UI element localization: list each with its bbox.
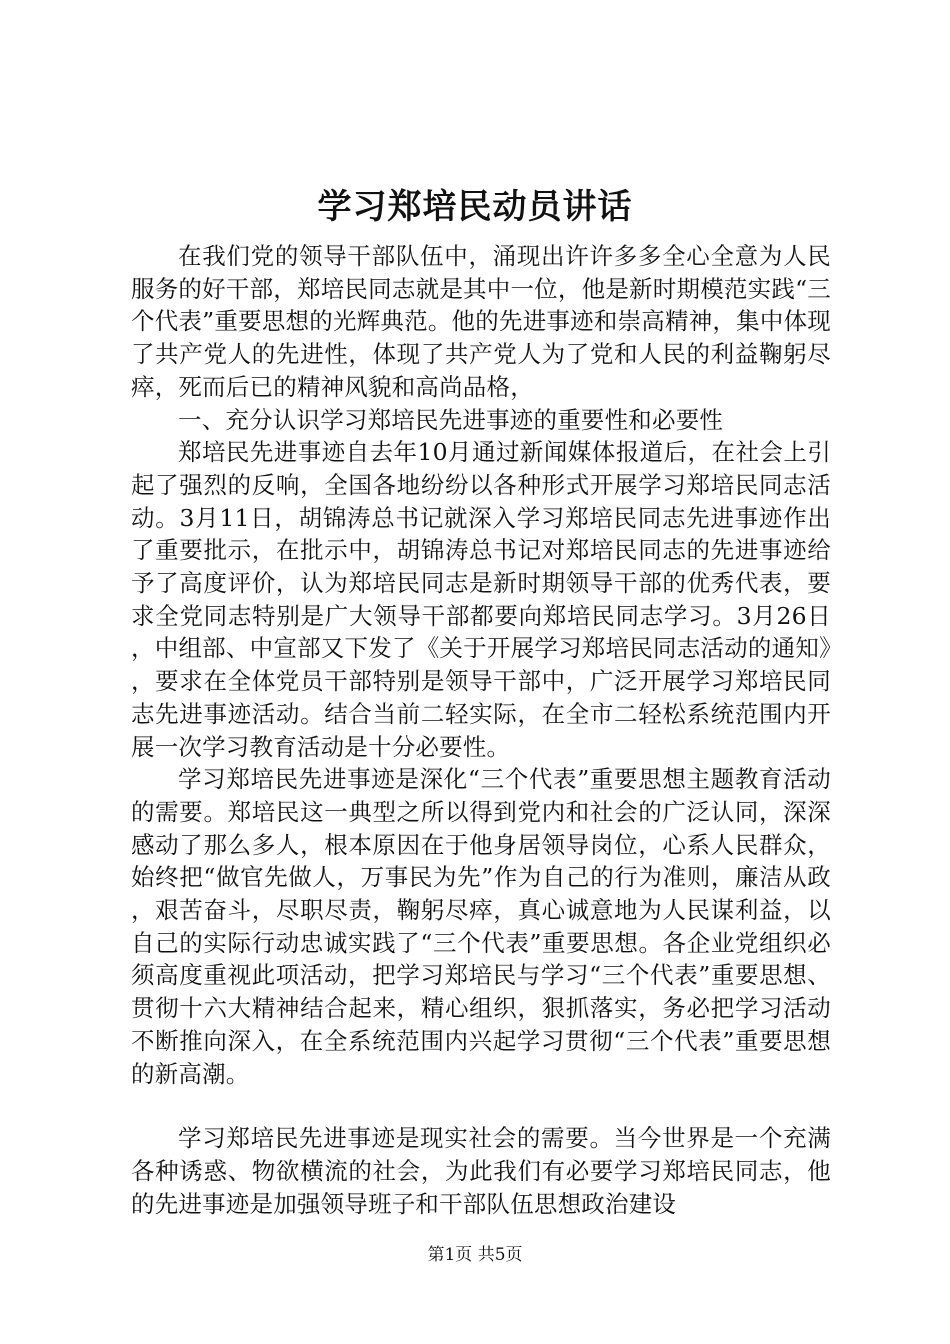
body-paragraph-background: 郑培民先进事迹自去年10月通过新闻媒体报道后，在社会上引起了强烈的反响，全国各地纷纷以各种形式开展学习郑培民同志活动。3月11日，胡锦涛总书记就深入学习郑培民同志先进事迹作出了重要批示，在批示中，胡锦涛总书记对郑培民同志的先进事迹给予了高度评价，认为郑培民同志是新时期领导干部的优秀代表，要求全党同志特别是广大领导干部都要向郑培民同志学习。3月26日，中组部、中宣部又下发了《关于开展学习郑培民同志活动的通知》，要求在全体党员干部特别是领导干部中，广泛开展学习郑培民同志先进事迹活动。结合当前二轻实际，在全市二轻松系统范围内开展一次学习教育活动是十分必要性。	[131, 438, 831, 761]
section-heading-1: 一、充分认识学习郑培民先进事迹的重要性和必要性	[178, 405, 724, 434]
document-title: 学习郑培民动员讲话	[317, 187, 633, 227]
body-paragraph-education-need: 学习郑培民先进事迹是深化“三个代表”重要思想主题教育活动的需要。郑培民这一典型之所以得到党内和社会的广泛认同，深深感动了那么多人，根本原因在于他身居领导岗位，心系人民群众，始终把“做官先做人，万事民为先”作为自己的行为准则，廉洁从政，艰苦奋斗，尽职尽责，鞠躬尽瘁，真心诚意地为人民谋利益，以自己的实际行动忠诚实践了“三个代表”重要思想。各企业党组织必须高度重视此项活动，把学习郑培民与学习“三个代表”重要思想、贯彻十六大精神结合起来，精心组织，狠抓落实，务必把学习活动不断推向深入，在全系统范围内兴起学习贯彻“三个代表”重要思想的新高潮。	[131, 765, 831, 1088]
body-paragraph-society-need: 学习郑培民先进事迹是现实社会的需要。当今世界是一个充满各种诱惑、物欲横流的社会，为此我们有必要学习郑培民同志，他的先进事迹是加强领导班子和干部队伍思想政治建设	[131, 1124, 831, 1218]
page-footer: 第1页 共5页	[427, 1245, 523, 1265]
document-body	[131, 240, 831, 1220]
body-paragraph-intro: 在我们党的领导干部队伍中，涌现出许许多多全心全意为人民服务的好干部，郑培民同志就是其中一位，他是新时期模范实践“三个代表”重要思想的光辉典范。他的先进事迹和崇高精神，集中体现了共产党人的先进性，体现了共产党人为了党和人民的利益鞠躬尽瘁，死而后已的精神风貌和高尚品格，	[131, 242, 831, 401]
